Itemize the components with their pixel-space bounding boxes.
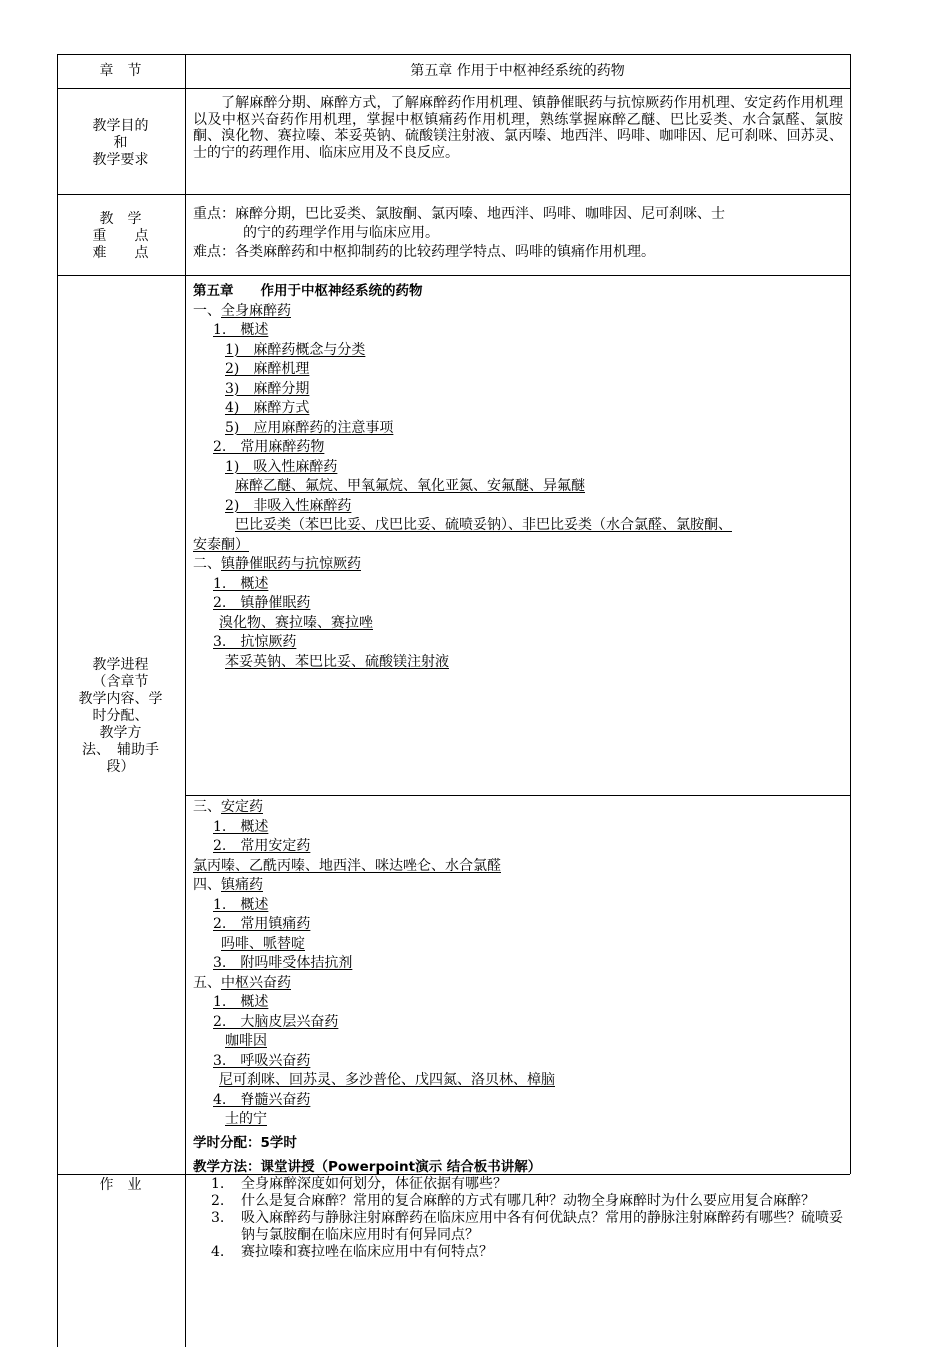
row-divider — [57, 88, 850, 89]
homework-item: 3. 吸入麻醉药与静脉注射麻醉药在临床应用中各有何优缺点？常用的静脉注射麻醉药有哪些？硫喷妥钠与氯胺酮在临床应用时有何异同点？ — [211, 1210, 843, 1243]
outline-item: 1. 概述 — [213, 818, 269, 835]
row-divider — [57, 275, 850, 276]
process-label: 教学进程 （含章节 教学内容、学 时分配、 教学方 法、 辅助手 段） — [78, 657, 163, 775]
outline-item: 2. 镇静催眠药 — [213, 595, 311, 611]
outline-item: 安泰酮） — [193, 536, 249, 553]
outline-item: 3. 附吗啡受体拮抗剂 — [213, 955, 353, 971]
outline-item: 1. 概述 — [213, 994, 269, 1010]
outline-item: 巴比妥类（苯巴比妥、戊巴比妥、硫喷妥钠）、非巴比妥类（水合氯醛、氯胺酮、 — [235, 517, 732, 533]
outline-item: 1) 麻醉药概念与分类 — [225, 341, 366, 358]
outline-item: 二、镇静催眠药与抗惊厥药 — [193, 556, 361, 572]
outline-item: 氯丙嗪、乙酰丙嗪、地西泮、咪达唑仑、水合氯醛 — [193, 857, 501, 874]
goals-text: 了解麻醉分期、麻醉方式，了解麻醉药作用机理、镇静催眠药与抗惊厥药作用机理、安定药作用机理以及中枢兴奋药作用机理，掌握中枢镇痛药作用机理，熟练掌握麻醉乙醚、巴比妥类、水合氯醛、氯胺酮、溴化物、赛拉嗪、苯妥英钠、硫酸镁注射液、氯丙嗪、地西泮、吗啡、咖啡因、尼可刹咪、回苏灵、士的宁的药理作用、临床应用及不良反应。 — [193, 95, 843, 161]
outline-item: 1. 概述 — [213, 896, 269, 913]
hours-allocation: 学时分配：5学时 — [193, 1134, 297, 1151]
outline-item: 咖啡因 — [225, 1033, 267, 1049]
key-points-label: 教 学 重 点 难 点 — [92, 211, 149, 261]
outline-item: 3. 呼吸兴奋药 — [213, 1052, 311, 1069]
outline-item: 4) 麻醉方式 — [225, 400, 310, 416]
process-content-part1 — [193, 282, 843, 672]
outline-item: 五、中枢兴奋药 — [193, 974, 291, 991]
outline-item: 溴化物、赛拉嗪、赛拉唑 — [219, 614, 373, 631]
homework-item: 1. 全身麻醉深度如何划分，体征依据有哪些？ — [211, 1176, 507, 1192]
homework-list — [193, 1176, 843, 1261]
outline-item: 一、全身麻醉药 — [193, 302, 291, 319]
outline-item: 尼可刹咪、回苏灵、多沙普伦、戊四氮、洛贝林、樟脑 — [219, 1072, 555, 1088]
cell-divider — [185, 795, 850, 796]
outline-item: 1. 概述 — [213, 575, 269, 592]
table-border-right — [850, 54, 851, 1174]
outline-item: 2. 常用麻醉药物 — [213, 439, 325, 455]
section-heading: 第五章 作用于中枢神经系统的药物 — [193, 283, 423, 299]
chapter-label: 章 节 — [99, 63, 142, 79]
outline-item: 3) 麻醉分期 — [225, 380, 310, 397]
row-divider — [57, 194, 850, 195]
outline-item: 2. 大脑皮层兴奋药 — [213, 1013, 339, 1030]
syllabus-table — [57, 54, 850, 1347]
outline-item: 四、镇痛药 — [193, 877, 263, 893]
outline-item: 三、安定药 — [193, 799, 263, 815]
outline-item: 5) 应用麻醉药的注意事项 — [225, 419, 394, 436]
teaching-method: 教学方法：课堂讲授（Powerpoint演示 结合板书讲解） — [193, 1158, 542, 1175]
column-divider — [185, 54, 186, 1347]
outline-item: 2. 常用安定药 — [213, 838, 311, 854]
outline-item: 士的宁 — [225, 1111, 267, 1127]
outline-link: 全身麻醉药 — [221, 302, 291, 319]
outline-item: 吗啡、哌替啶 — [221, 935, 305, 952]
outline-item: 1. 概述 — [213, 322, 269, 338]
outline-item: 2) 麻醉机理 — [225, 361, 310, 377]
homework-item: 2. 什么是复合麻醉？常用的复合麻醉的方式有哪几种？动物全身麻醉时为什么要应用复合麻醉？ — [211, 1193, 815, 1209]
outline-item: 1) 吸入性麻醉药 — [225, 458, 338, 475]
outline-item: 麻醉乙醚、氟烷、甲氧氟烷、氧化亚氮、安氟醚、异氟醚 — [235, 478, 585, 494]
homework-label: 作 业 — [99, 1177, 142, 1193]
chapter-title: 第五章 作用于中枢神经系统的药物 — [410, 63, 625, 79]
goals-label: 教学目的 和 教学要求 — [92, 118, 149, 168]
key-points-text: 重点：麻醉分期，巴比妥类、氯胺酮、氯丙嗪、地西泮、吗啡、咖啡因、尼可刹咪、士 的宁的药理学作用与临床应用。 难点：各类麻醉药和中枢抑制药的比较药理学特点、吗啡的镇痛作用机理。 — [193, 206, 725, 260]
outline-item: 4. 脊髓兴奋药 — [213, 1091, 311, 1108]
outline-item: 2) 非吸入性麻醉药 — [225, 497, 352, 514]
process-content-part2 — [193, 798, 843, 1178]
outline-item: 苯妥英钠、苯巴比妥、硫酸镁注射液 — [225, 653, 449, 670]
outline-item: 3. 抗惊厥药 — [213, 634, 297, 650]
homework-item: 4. 赛拉嗪和赛拉唑在临床应用中有何特点？ — [211, 1244, 493, 1260]
table-border-top — [57, 54, 850, 55]
outline-item: 2. 常用镇痛药 — [213, 916, 311, 932]
